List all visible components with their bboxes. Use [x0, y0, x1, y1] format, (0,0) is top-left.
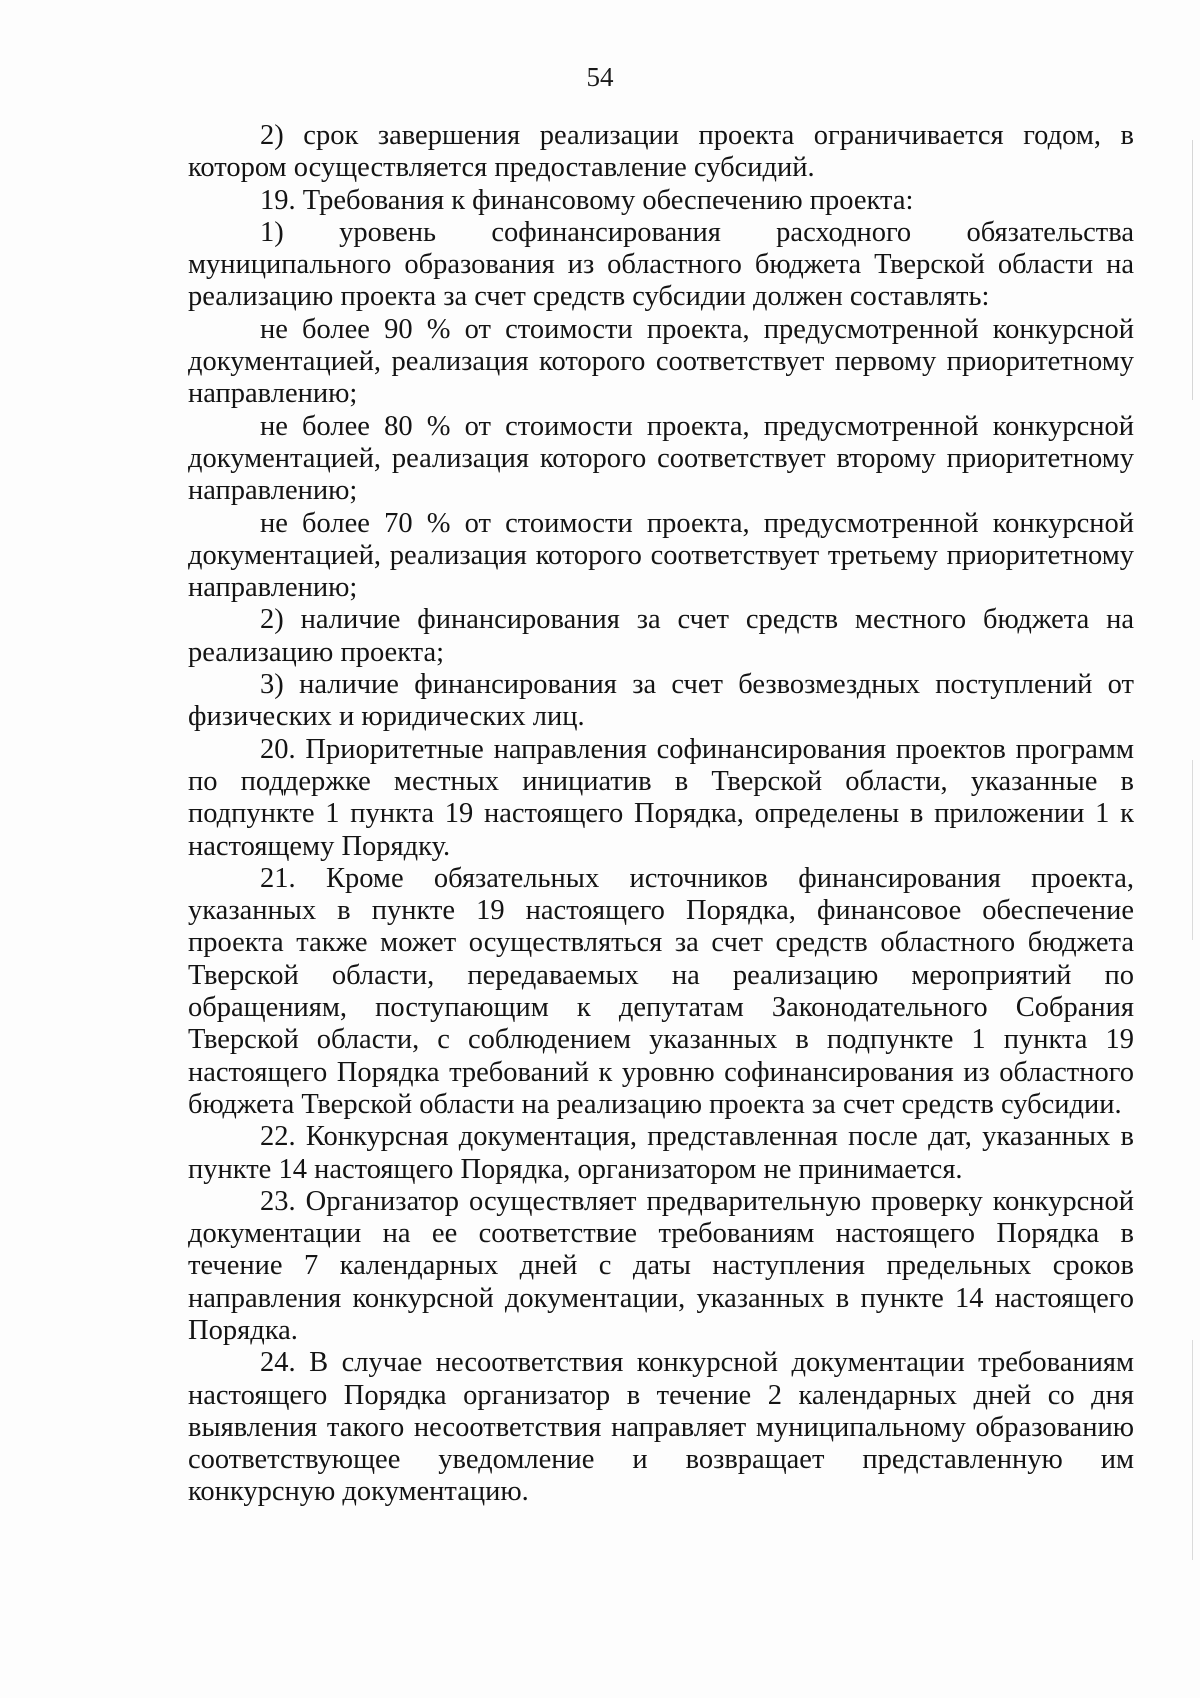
paragraph-23: 23. Организатор осуществляет предварительную проверку конкурсной документации на ее соответствие требованиям настоящего Порядка в течение 7 календарных дней с даты наступления предельных сроков направления конкурсной документации, указанных в пункте 14 настоящего Порядка. [188, 1185, 1134, 1346]
paragraph-19-3: 3) наличие финансирования за счет безвозмездных поступлений от физических и юридических лиц. [188, 669, 1134, 733]
paragraph-20: 20. Приоритетные направления софинансирования проектов программ по поддержке местных инициатив в Тверской области, указанные в подпункте 1 пункта 19 настоящего Порядка, определены в приложении 1 к настоящему Порядку. [188, 733, 1134, 862]
paragraph-24: 24. В случае несоответствия конкурсной документации требованиям настоящего Порядка организатор в течение 2 календарных дней со дня выявления такого несоответствия направляет муниципальному образованию соответствующее уведомление и возвращает представленную им конкурсную документацию. [188, 1347, 1134, 1508]
paragraph-19-1-80: не более 80 % от стоимости проекта, предусмотренной конкурсной документацией, реализация которого соответствует второму приоритетному направлению; [188, 410, 1134, 507]
paragraph-19-1-90: не более 90 % от стоимости проекта, предусмотренной конкурсной документацией, реализация которого соответствует первому приоритетному направлению; [188, 313, 1134, 410]
scan-edge-mark [1192, 1340, 1193, 1560]
scan-edge-mark [1192, 140, 1193, 400]
paragraph-18-2: 2) срок завершения реализации проекта ограничивается годом, в котором осуществляется предоставление субсидий. [188, 120, 1134, 184]
paragraph-22: 22. Конкурсная документация, представленная после дат, указанных в пункте 14 настоящего Порядка, организатором не принимается. [188, 1121, 1134, 1185]
scan-edge-mark [1192, 760, 1193, 940]
paragraph-19-1: 1) уровень софинансирования расходного обязательства муниципального образования из областного бюджета Тверской области на реализацию проекта за счет средств субсидии должен составлять: [188, 216, 1134, 313]
page-number: 54 [586, 62, 614, 92]
document-body [188, 120, 1134, 1509]
paragraph-21: 21. Кроме обязательных источников финансирования проекта, указанных в пункте 19 настоящего Порядка, финансовое обеспечение проекта также может осуществляться за счет средств областного бюджета Тверской области, передаваемых на реализацию мероприятий по обращениям, поступающим к депутатам Законодательного Собрания Тверской области, с соблюдением указанных в подпункте 1 пункта 19 настоящего Порядка требований к уровню софинансирования из областного бюджета Тверской области на реализацию проекта за счет средств субсидии. [188, 862, 1134, 1120]
paragraph-19: 19. Требования к финансовому обеспечению проекта: [260, 184, 914, 216]
paragraph-19-2: 2) наличие финансирования за счет средств местного бюджета на реализацию проекта; [188, 604, 1134, 668]
paragraph-19-1-70: не более 70 % от стоимости проекта, предусмотренной конкурсной документацией, реализация которого соответствует третьему приоритетному направлению; [188, 507, 1134, 604]
